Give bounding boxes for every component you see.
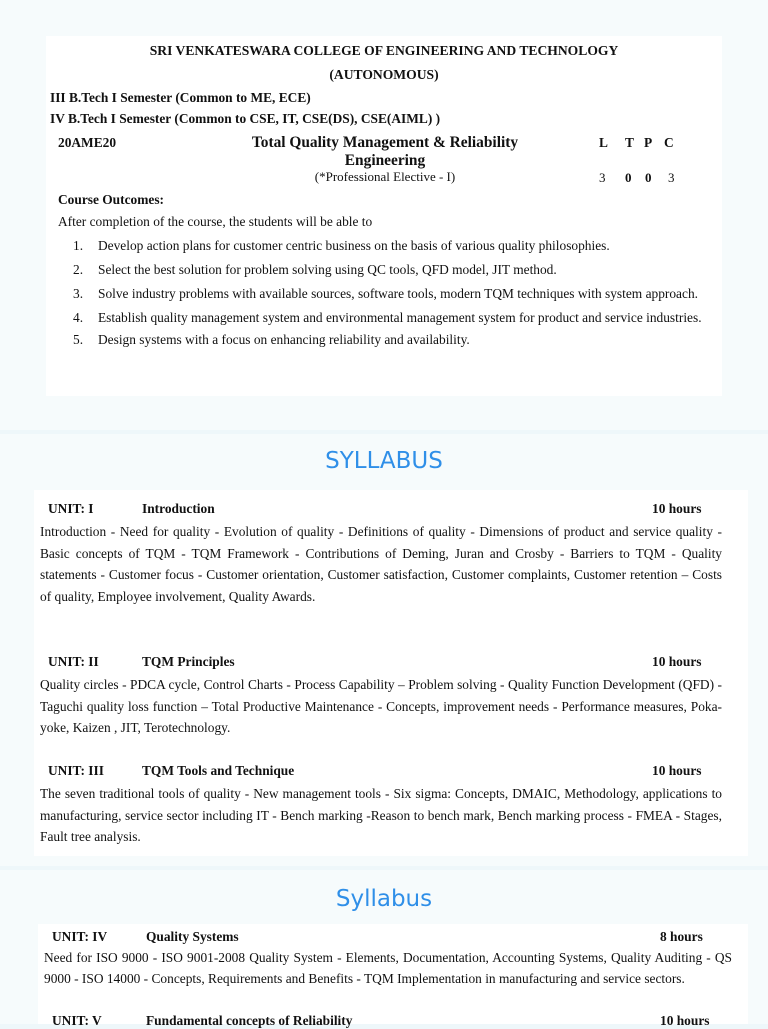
semester-line-2: IV B.Tech I Semester (Common to CSE, IT, CSE(DS), CSE(AIML) ) [50, 111, 441, 126]
outcomes-heading: Course Outcomes: [58, 192, 164, 207]
unit-hours: 10 hours [652, 654, 702, 669]
autonomous-label: (AUTONOMOUS) [329, 67, 439, 82]
course-title-line-2: Engineering [344, 152, 426, 169]
ltpc-p: P [644, 135, 653, 150]
unit-number: UNIT: IV [52, 929, 108, 944]
elective-label: (*Professional Elective - I) [314, 169, 456, 184]
unit-name: Introduction [142, 501, 215, 516]
ltpc-l: L [599, 135, 608, 150]
unit-content: Introduction - Need for quality - Evolution of quality - Definitions of quality - Dimensions of product and service quality - Basic concepts of TQM - TQM Framework - Contributions of Deming, Juran and Crosby - Barriers to TQM - Quality statements - Customer focus - Customer orientation, Customer satisfaction, Customer complaints, Customer retention – Costs of quality, Employee involvement, Quality Awards. [40, 524, 722, 605]
unit-number: UNIT: I [48, 501, 94, 516]
unit-name: TQM Principles [142, 654, 235, 669]
unit-content: The seven traditional tools of quality - New management tools - Six sigma: Concepts, DMAIC, Methodology, applications to manufacturing, service sector including IT - Bench marking -Reason to bench mark, Bench marking process - FMEA - Stages, Fault tree analysis. [40, 786, 722, 845]
course-title-line-1: Total Quality Management & Reliability [251, 134, 519, 151]
course-code: 20AME20 [58, 135, 117, 150]
ltpc-p-value: 0 [645, 170, 652, 185]
syllabus-title-2: Syllabus [335, 886, 433, 912]
outcomes-list [58, 235, 706, 351]
unit-hours: 10 hours [652, 501, 702, 516]
ltpc-t-value: 0 [625, 170, 632, 185]
syllabus-title: SYLLABUS [325, 448, 443, 474]
unit-hours: 8 hours [660, 929, 703, 944]
unit-name: Quality Systems [146, 929, 239, 944]
unit-number: UNIT: III [48, 763, 104, 778]
unit-name: TQM Tools and Technique [142, 763, 295, 778]
ltpc-l-value: 3 [599, 170, 606, 185]
outcome-item: 2. Select the best solution for problem solving using QC tools, QFD model, JIT method. [73, 262, 557, 277]
outcome-item: 4. Establish quality management system and environmental management system for product and service industries. [73, 310, 702, 325]
unit-number: UNIT: V [52, 1013, 102, 1028]
unit-hours: 10 hours [652, 763, 702, 778]
ltpc-c: C [664, 135, 674, 150]
outcomes-intro: After completion of the course, the students will be able to [58, 214, 373, 229]
unit-name: Fundamental concepts of Reliability [146, 1013, 353, 1028]
outcome-item: 5. Design systems with a focus on enhancing reliability and availability. [73, 332, 470, 347]
semester-line-1: III B.Tech I Semester (Common to ME, ECE) [50, 90, 311, 105]
college-name: SRI VENKATESWARA COLLEGE OF ENGINEERING AND TECHNOLOGY [149, 43, 619, 58]
ltpc-t: T [625, 135, 634, 150]
unit-number: UNIT: II [48, 654, 99, 669]
ltpc-c-value: 3 [668, 170, 675, 185]
outcome-item: 3. Solve industry problems with available sources, software tools, modern TQM techniques with system approach. [73, 286, 698, 301]
unit-content: Quality circles - PDCA cycle, Control Charts - Process Capability – Problem solving - Quality Function Development (QFD) - Taguchi quality loss function – Total Productive Maintenance - Concepts, improvement needs - Performance measures, Poka-yoke, Kaizen , JIT, Terotechnology. [40, 677, 722, 736]
unit-hours: 10 hours [660, 1013, 710, 1028]
unit-content: Need for ISO 9000 - ISO 9001-2008 Quality System - Elements, Documentation, Accounting Systems, Quality Auditing - QS 9000 - ISO 14000 - Concepts, Requirements and Benefits - TQM Implementation in manufacturing and service sectors. [44, 950, 732, 986]
outcome-item: 1. Develop action plans for customer centric business on the basis of various quality philosophies. [73, 238, 610, 253]
